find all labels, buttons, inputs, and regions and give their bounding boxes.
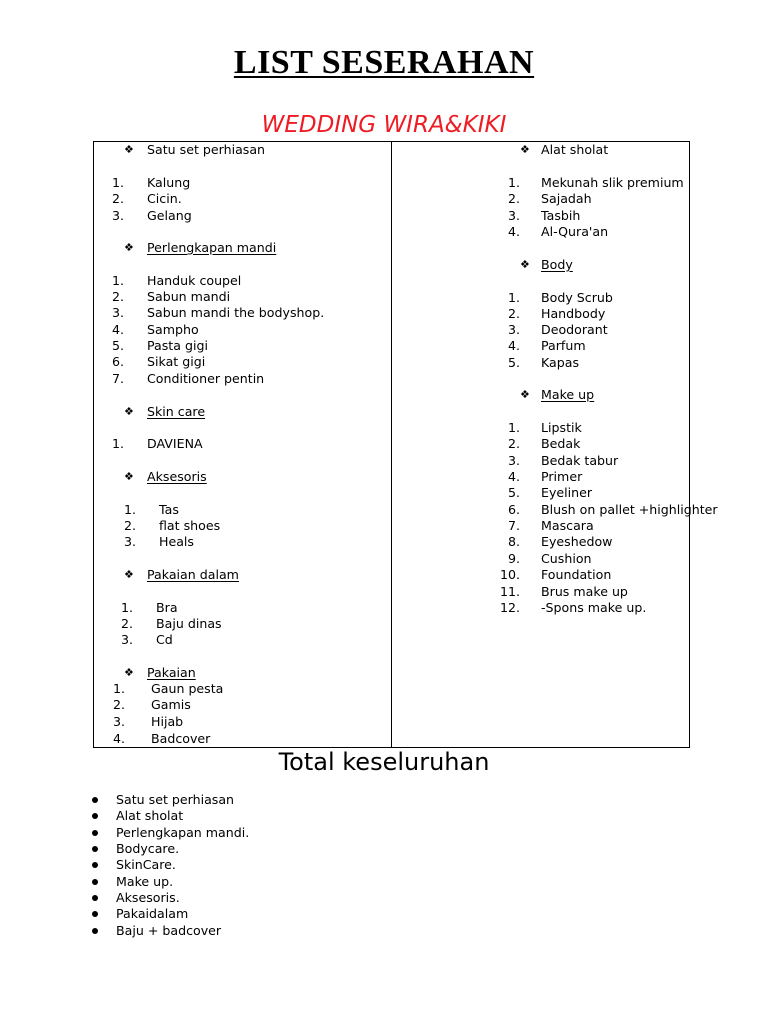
list-item-number: 1. [112,681,125,696]
section-heading: Aksesoris [147,469,207,484]
list-item: Conditioner pentin [147,371,265,386]
bullet-dot-icon [92,862,98,868]
list-item-number: 2. [507,436,520,451]
summary-item: Aksesoris. [116,890,180,905]
list-item-number: 6. [507,502,520,517]
list-item-number: 11. [499,584,520,599]
list-item: Bedak [541,436,581,451]
section-heading: Pakaian [147,665,196,680]
list-item-number: 3. [123,534,136,549]
bullet-dot-icon [92,797,98,803]
summary-item: Make up. [116,874,174,889]
list-item: Heals [159,534,194,549]
diamond-bullet-icon: ❖ [124,405,134,418]
list-item-number: 10. [499,567,520,582]
list-item-number: 1. [111,436,124,451]
section-heading: Skin care [147,404,206,419]
bullet-dot-icon [92,813,98,819]
diamond-bullet-icon: ❖ [520,388,530,401]
list-item-number: 7. [111,371,124,386]
list-item-number: 2. [507,306,520,321]
list-item: -Spons make up. [541,600,647,615]
diamond-bullet-icon: ❖ [124,666,134,679]
summary-item: Baju + badcover [116,923,222,938]
list-item: Pasta gigi [147,338,208,353]
list-item-number: 1. [111,175,124,190]
list-item: Body Scrub [541,290,613,305]
list-item: Handuk coupel [147,273,242,288]
list-item-number: 12. [499,600,520,615]
list-item-number: 7. [507,518,520,533]
document-subtitle: WEDDING WIRA&KIKI [261,112,507,138]
list-item-number: 5. [111,338,124,353]
list-item: Bedak tabur [541,453,619,468]
list-item-number: 1. [507,290,520,305]
list-item-number: 3. [507,208,520,223]
list-item: Primer [541,469,583,484]
list-item-number: 1. [111,273,124,288]
section-heading: Pakaian dalam [147,567,239,582]
list-item-number: 4. [111,322,124,337]
list-item-number: 3. [111,305,124,320]
list-item: Handbody [541,306,606,321]
bullet-dot-icon [92,911,98,917]
section-heading: Satu set perhiasan [147,142,266,157]
list-item: Gamis [151,697,191,712]
list-item: Cushion [541,551,592,566]
list-item: Sajadah [541,191,592,206]
diamond-bullet-icon: ❖ [124,568,134,581]
summary-item: Alat sholat [116,808,184,823]
list-item: Baju dinas [156,616,222,631]
list-item: Eyeshedow [541,534,613,549]
list-item: Hijab [151,714,184,729]
list-item: Foundation [541,567,612,582]
list-item-number: 3. [120,632,133,647]
list-item-number: 2. [507,191,520,206]
summary-item: Satu set perhiasan [116,792,235,807]
table-divider [391,142,392,747]
list-item: Lipstik [541,420,582,435]
summary-item: Pakaidalam [116,906,189,921]
list-item: Blush on pallet +highlighter [541,502,718,517]
list-item-number: 4. [507,224,520,239]
section-heading: Body [541,257,573,272]
diamond-bullet-icon: ❖ [124,470,134,483]
list-item-number: 2. [112,697,125,712]
list-item: Brus make up [541,584,628,599]
diamond-bullet-icon: ❖ [124,241,134,254]
list-item: Badcover [151,731,211,746]
bullet-dot-icon [92,895,98,901]
diamond-bullet-icon: ❖ [520,143,530,156]
list-item: Gaun pesta [151,681,224,696]
total-title: Total keseluruhan [278,748,490,776]
summary-item: Perlengkapan mandi. [116,825,250,840]
list-item: Kalung [147,175,191,190]
list-item: flat shoes [159,518,221,533]
list-item: Sikat gigi [147,354,206,369]
list-item-number: 3. [111,208,124,223]
list-item-number: 2. [123,518,136,533]
list-item-number: 1. [507,420,520,435]
list-item: Bra [156,600,178,615]
summary-item: SkinCare. [116,857,176,872]
list-item: Mekunah slik premium [541,175,684,190]
list-item: Deodorant [541,322,608,337]
list-item: Mascara [541,518,594,533]
list-item-number: 8. [507,534,520,549]
list-item-number: 4. [507,338,520,353]
section-heading: Make up [541,387,595,402]
bullet-dot-icon [92,846,98,852]
bullet-dot-icon [92,830,98,836]
list-item: Cicin. [147,191,182,206]
list-item: Cd [156,632,173,647]
list-item: Sampho [147,322,199,337]
list-item-number: 2. [111,191,124,206]
list-item: Al-Qura'an [541,224,609,239]
list-item: Tasbih [541,208,581,223]
list-item: Kapas [541,355,580,370]
list-item-number: 5. [507,355,520,370]
section-heading: Perlengkapan mandi [147,240,277,255]
list-item: Sabun mandi [147,289,231,304]
document-title: LIST SESERAHAN [233,44,535,81]
list-item-number: 1. [120,600,133,615]
list-item: Gelang [147,208,192,223]
list-item-number: 1. [123,502,136,517]
diamond-bullet-icon: ❖ [124,143,134,156]
seserahan-table [93,141,718,748]
bullet-dot-icon [92,928,98,934]
list-item: Parfum [541,338,586,353]
list-item-number: 1. [507,175,520,190]
list-item-number: 3. [507,322,520,337]
list-item-number: 4. [507,469,520,484]
list-item-number: 3. [112,714,125,729]
list-item-number: 2. [120,616,133,631]
list-item-number: 4. [112,731,125,746]
bullet-dot-icon [92,879,98,885]
list-item-number: 9. [507,551,520,566]
list-item: Sabun mandi the bodyshop. [147,305,325,320]
diamond-bullet-icon: ❖ [520,258,530,271]
list-item-number: 6. [111,354,124,369]
summary-item: Bodycare. [116,841,180,856]
section-heading: Alat sholat [541,142,609,157]
list-item: Tas [159,502,179,517]
list-item-number: 2. [111,289,124,304]
list-item-number: 3. [507,453,520,468]
list-item: Eyeliner [541,485,593,500]
list-item: DAVIENA [147,436,203,451]
list-item-number: 5. [507,485,520,500]
